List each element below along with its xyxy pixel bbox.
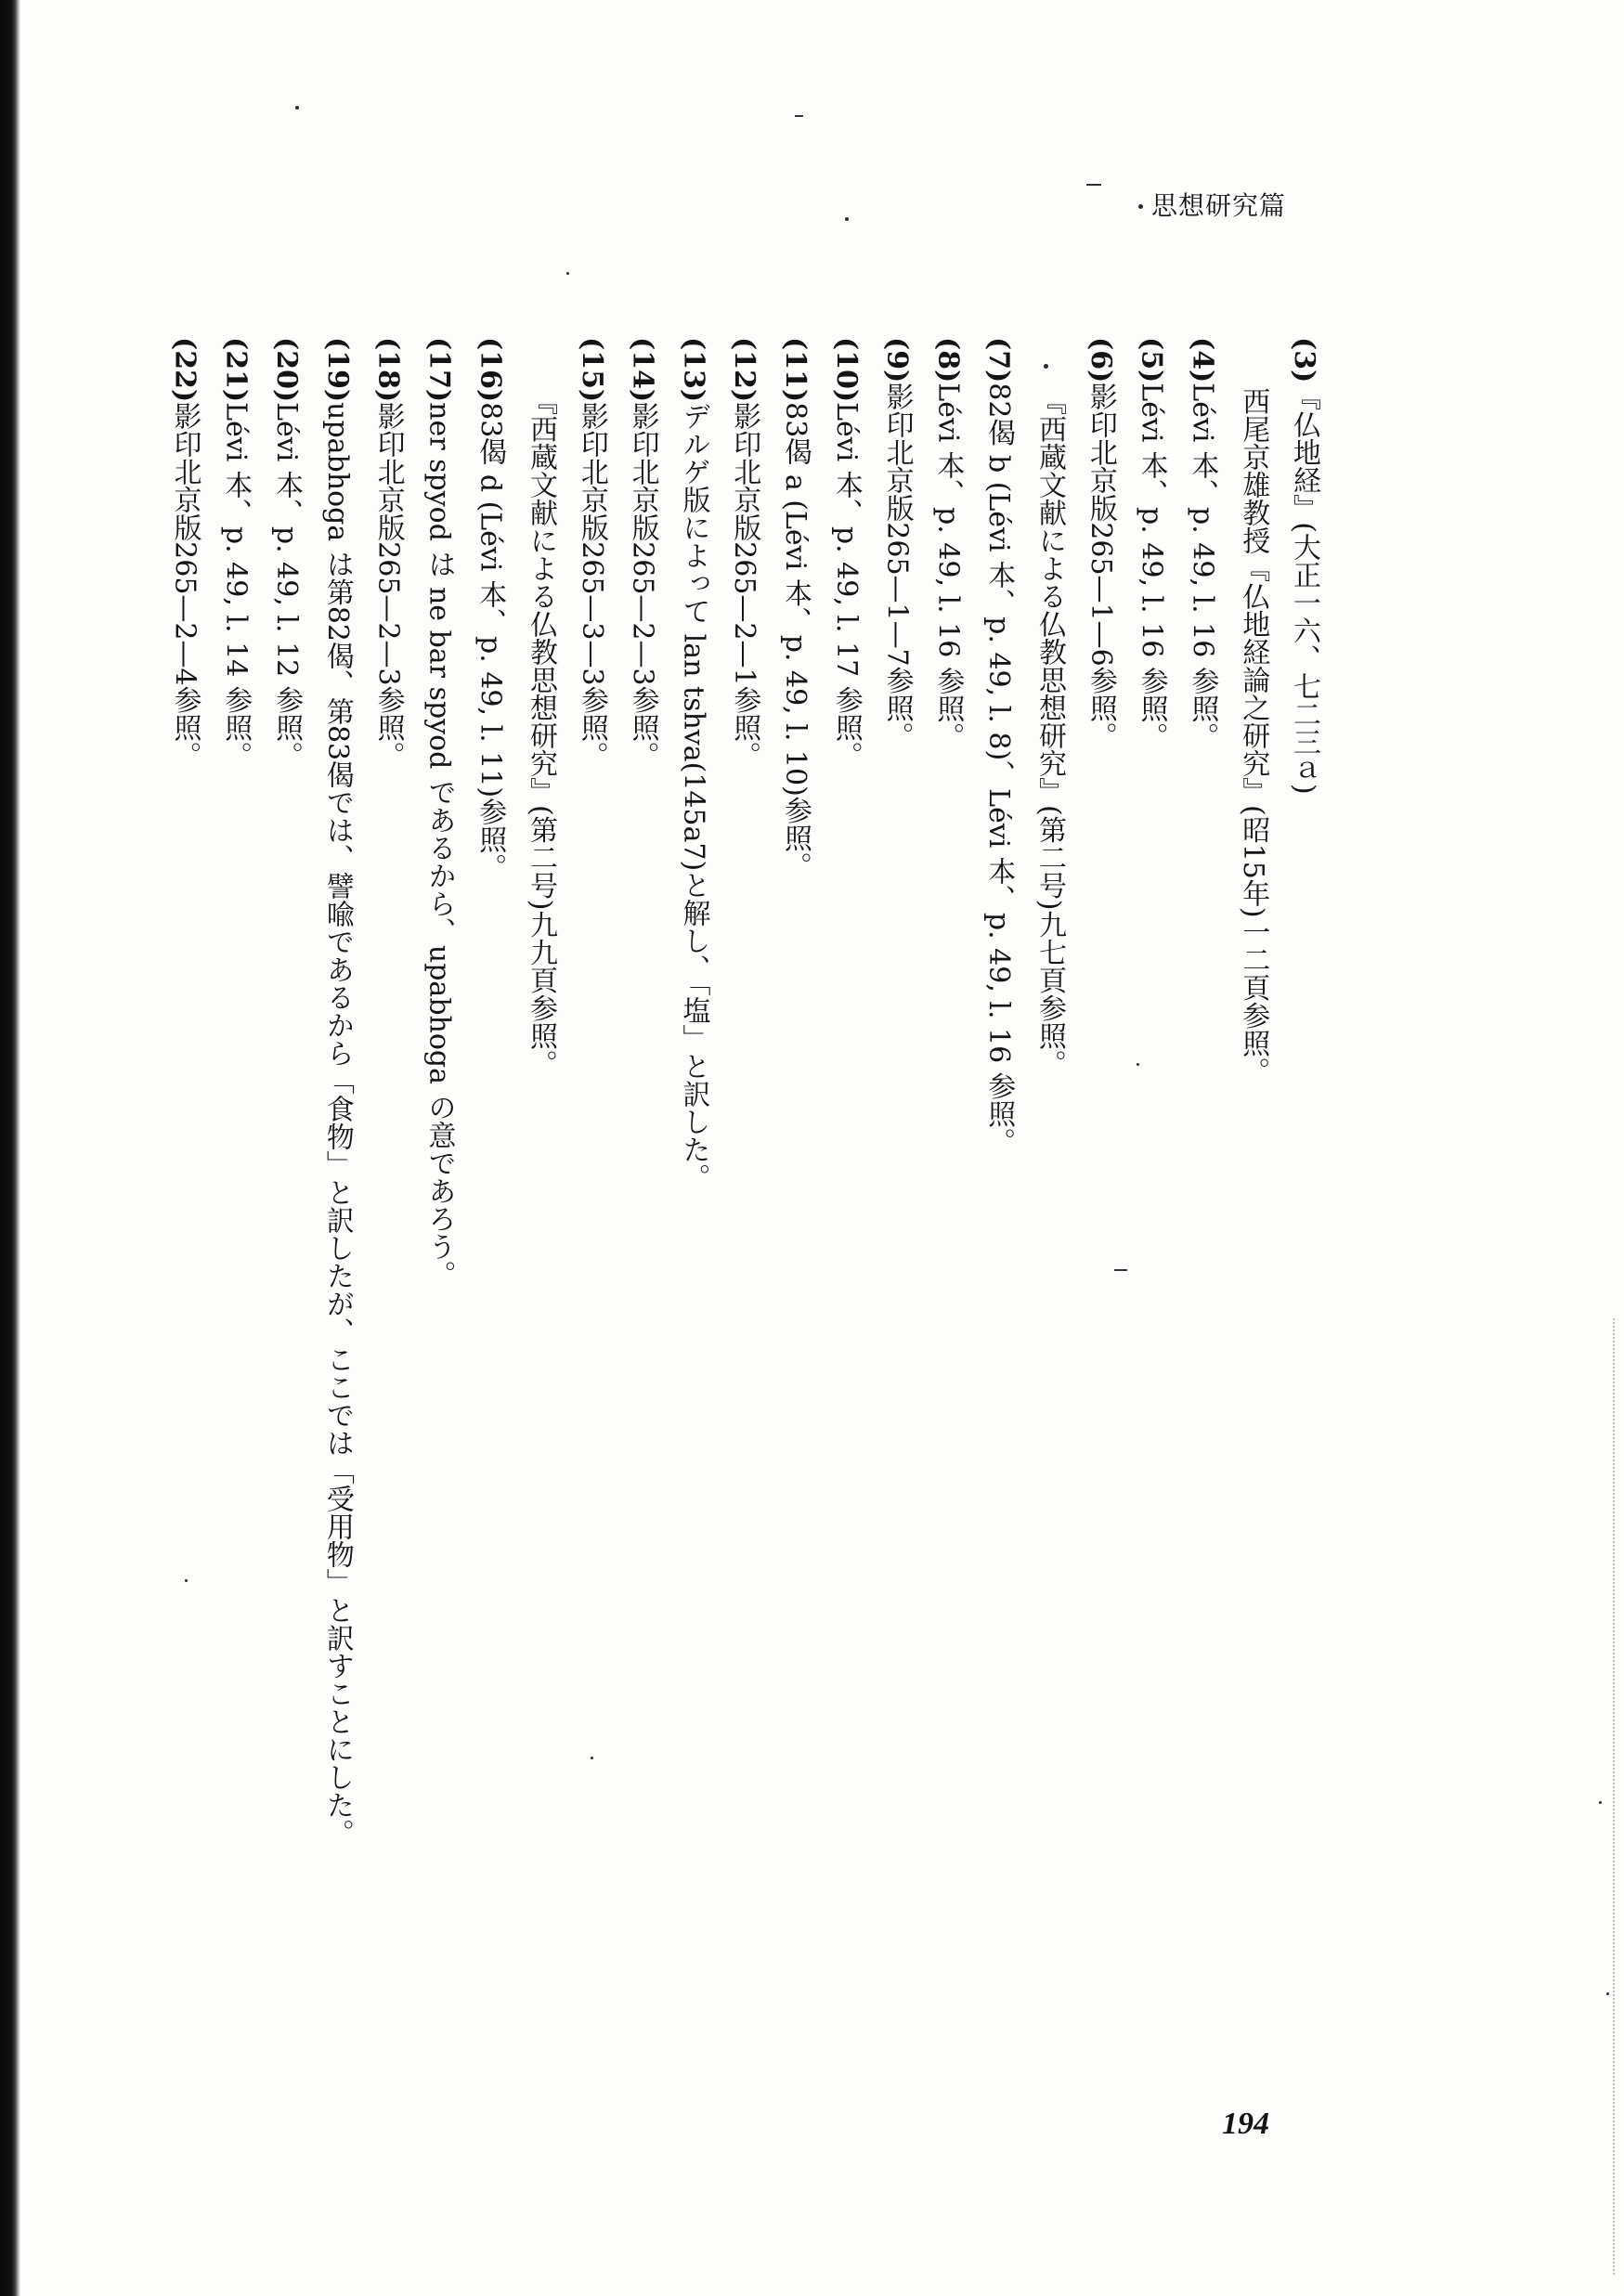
note-text: Lévi 本、p. 49, l. 17 参照。 [829, 402, 863, 770]
note-9 [871, 337, 922, 2194]
note-number: (20) [270, 337, 304, 403]
notes-list [158, 337, 1329, 2194]
page-number: 194 [1222, 2107, 1269, 2141]
note-14 [617, 337, 668, 2194]
scan-speck [1606, 1992, 1609, 1995]
running-head: 思想研究篇 [1151, 190, 1287, 221]
note-11 [769, 337, 820, 2194]
note-4 [1176, 337, 1228, 2194]
note-6-continuation [1023, 337, 1074, 2194]
note-15 [565, 337, 617, 2194]
note-13 [668, 337, 719, 2194]
note-text: 影印北京版265—2—3参照。 [371, 402, 405, 770]
note-text: 82偈 b (Lévi 本、p. 49, l. 8)、Lévi 本、p. 49, l. 16 参照。 [982, 383, 1016, 1156]
note-text: Lévi 本、p. 49, l. 16 参照。 [931, 383, 965, 750]
note-text: デルゲ版によって lan tshva(145a7)と解し、「塩」と訳した。 [677, 402, 710, 1192]
note-19 [311, 337, 362, 2194]
note-text: 『仏地経』(大正一六、七二三ａ) [1288, 383, 1320, 795]
note-text: 影印北京版265—3—3参照。 [575, 402, 608, 770]
note-text: 83偈 a (Lévi 本、p. 49, l. 10)参照。 [779, 402, 812, 880]
scan-speck [295, 106, 299, 110]
note-number: (7) [982, 337, 1016, 383]
note-number: (9) [880, 337, 914, 383]
note-text: ner spyod は ne bar spyod であるから、upabhoga の意であろう。 [422, 402, 456, 1289]
scan-speck [1599, 1801, 1602, 1804]
note-number: (22) [168, 337, 201, 403]
note-7 [972, 337, 1023, 2194]
scan-speck [566, 272, 569, 275]
scan-speck [845, 217, 849, 221]
scan-speck [1086, 184, 1101, 186]
note-text: Lévi 本、p. 49, l. 14 参照。 [219, 402, 253, 770]
note-text: upabhoga は第82偈、第83偈では、譬喩であるから「食物」と訳したが、ここでは「受用物」と訳すことにした。 [320, 402, 354, 1848]
note-text: 『西蔵文献による仏教思想研究』(第二号)九九頁参照。 [525, 387, 558, 1078]
note-number: (6) [1084, 337, 1117, 383]
note-number: (17) [422, 337, 456, 403]
note-21 [209, 337, 260, 2194]
scan-speck [795, 115, 803, 117]
note-number: (19) [320, 337, 354, 403]
note-3 [1278, 337, 1329, 2194]
note-number: (4) [1186, 337, 1219, 383]
note-3-continuation [1227, 337, 1278, 2194]
note-number: (3) [1288, 337, 1320, 383]
note-number: (18) [371, 337, 405, 403]
scan-edge-shadow [0, 0, 20, 2296]
note-number: (13) [677, 337, 710, 403]
note-12 [718, 337, 769, 2194]
note-number: (16) [474, 337, 507, 403]
note-20 [260, 337, 311, 2194]
note-number: (11) [779, 337, 812, 403]
note-10 [820, 337, 871, 2194]
note-18 [362, 337, 413, 2194]
note-number: (15) [575, 337, 608, 403]
note-16 [463, 337, 514, 2194]
note-number: (14) [626, 337, 659, 403]
note-number: (5) [1135, 337, 1168, 383]
note-text: 西尾京雄教授『仏地経論之研究』(昭15年)一二頁参照。 [1237, 387, 1270, 1085]
note-number: (10) [829, 337, 863, 403]
note-22 [159, 337, 210, 2194]
note-8 [922, 337, 973, 2194]
note-text: 影印北京版265—2—1参照。 [728, 402, 761, 770]
note-17 [413, 337, 464, 2194]
note-number: (12) [728, 337, 761, 403]
note-text: 影印北京版265—2—4参照。 [168, 402, 201, 770]
scan-speck [1138, 204, 1143, 209]
note-15-continuation [514, 337, 565, 2194]
note-text: 『西蔵文献による仏教思想研究』(第二号)九七頁参照。 [1033, 387, 1067, 1078]
note-text: 影印北京版265—1—7参照。 [880, 383, 914, 750]
note-text: 83偈 d (Lévi 本、p. 49, l. 11)参照。 [474, 402, 507, 882]
note-text: 影印北京版265—1—6参照。 [1084, 383, 1117, 750]
note-6 [1074, 337, 1125, 2194]
note-text: Lévi 本、p. 49, l. 16 参照。 [1135, 383, 1168, 750]
note-text: Lévi 本、p. 49, l. 12 参照。 [270, 402, 304, 770]
scan-edge-noise [1613, 1318, 1615, 2275]
note-text: Lévi 本、p. 49, l. 16 参照。 [1186, 383, 1219, 750]
note-number: (21) [219, 337, 253, 403]
note-5 [1125, 337, 1176, 2194]
note-number: (8) [931, 337, 965, 383]
note-text: 影印北京版265—2—3参照。 [626, 402, 659, 770]
